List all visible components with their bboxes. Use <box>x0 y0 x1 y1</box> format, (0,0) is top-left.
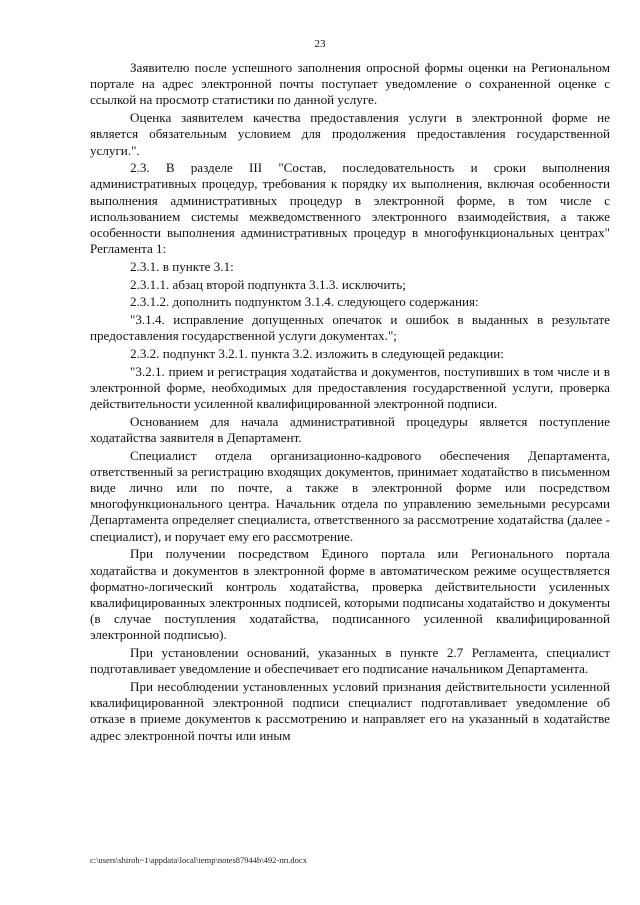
paragraph: 2.3.1. в пункте 3.1: <box>130 258 234 274</box>
footer-file-path: c:\users\shiroh~1\appdata\local\temp\notes87944b\492-пп.docx <box>90 855 307 865</box>
paragraph: Специалист отдела организационно-кадрового обеспечения Департамента, ответственный за регистрацию входящих документов, принимает ходатайство в письменном виде лично или по почте, а также в электронной форме или посредством многофункционального центра. Начальник отдела по управлению земельными ресурсами Департамента определяет специалиста, ответственного за рассмотрение ходатайства (далее - специалист), и поручает ему его рассмотрение. <box>90 447 610 544</box>
paragraph: 2.3.2. подпункт 3.2.1. пункта 3.2. изложить в следующей редакции: <box>130 345 504 361</box>
paragraph: 2.3. В разделе III "Состав, последовательность и сроки выполнения административных процедур, требования к порядку их выполнения, включая особенности выполнения административных процедур в электронной форме, в том числе с использованием системы межведомственного электронного взаимодействия, а также особенности выполнения административных процедур в многофункциональных центрах" Регламента 1: <box>90 160 610 257</box>
paragraph: При несоблюдении установленных условий признания действительности усиленной квалифицированной электронной подписи специалист подготавливает уведомление об отказе в приеме документов к рассмотрению и направляет его на указанный в ходатайстве адрес электронной почты или иным <box>90 679 610 743</box>
paragraph: При получении посредством Единого портала или Регионального портала ходатайства и документов в электронной форме в автоматическом режиме осуществляется форматно-логический контроль ходатайства, проверка действительности усиленных квалифицированных электронных подписей, которыми подписаны ходатайство и документы (в случае поступления ходатайства, подписанного усиленной квалифицированной электронной подписью). <box>90 546 610 643</box>
paragraph: "3.2.1. прием и регистрация ходатайства и документов, поступивших в том числе и в электронной форме, необходимых для предоставления государственной услуги, проверка действительности усиленной квалифицированной электронной подписи. <box>90 363 610 412</box>
paragraph: Оценка заявителем качества предоставления услуги в электронной форме не является обязательным условием для продолжения предоставления государственной услуги.". <box>90 110 610 158</box>
paragraph: "3.1.4. исправление допущенных опечаток и ошибок в выданных в результате предоставления государственной услуги документах."; <box>90 312 610 344</box>
paragraph: 2.3.1.1. абзац второй подпункта 3.1.3. исключить; <box>130 276 406 292</box>
paragraph: Заявителю после успешного заполнения опросной формы оценки на Региональном портале на адрес электронной почты поступает уведомление о сохраненной оценке с ссылкой на просмотр статистики по данной услуге. <box>90 60 610 108</box>
paragraph: Основанием для начала административной процедуры является поступление ходатайства заявителя в Департамент. <box>90 413 610 445</box>
document-body <box>90 60 610 745</box>
paragraph: 2.3.1.2. дополнить подпунктом 3.1.4. следующего содержания: <box>130 294 479 310</box>
paragraph: При установлении оснований, указанных в пункте 2.7 Регламента, специалист подготавливает уведомление и обеспечивает его подписание начальником Департамента. <box>90 645 610 677</box>
page-number: 23 <box>314 38 326 50</box>
